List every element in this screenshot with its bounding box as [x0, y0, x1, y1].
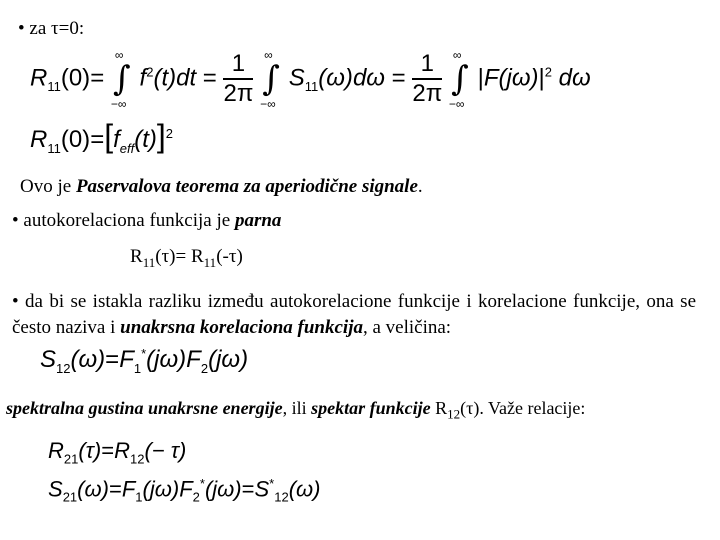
integral-symbol: ∞ ∫ −∞ [448, 47, 469, 111]
parseval-statement: Ovo je Paservalova teorema za aperiodične signale. [20, 176, 423, 197]
equation-effective-value: $R_{11}(0)=[f_{eff}(t)]^2$ [30, 118, 174, 156]
spectral-density-line: spektralna gustina unakrsne energije, ili spektar funkcije $R_{12}(\tau)$. Važe relacije: [6, 398, 586, 422]
equation-s21-relation: $S_{21}(\omega)=F_1(j\omega)F_2^*(j\omega)=S^*_{12}(\omega)$ [48, 476, 321, 505]
bullet-cross-correlation: • da bi se istakla razliku između autokorelacione funkcije i korelacione funkcije, ona se često naziva i unakrsna korelaciona funkcija, a veličina: [12, 291, 696, 338]
equation-r21-relation: $R_{21}(\tau)=R_{12}(- \tau)$ [48, 438, 187, 467]
fraction-one-over-two-pi: $\frac{1}{2\pi}$ [223, 50, 254, 107]
relation-r11-even: $R_{11}(\tau)= R_{11}(-\tau)$ [130, 246, 243, 270]
condition-line: • za τ=0: [18, 18, 85, 39]
integral-symbol: ∞ ∫ −∞ [110, 47, 131, 111]
bullet-even-function: • autokorelaciona funkcija je parna [12, 210, 282, 231]
equation-cross-spectrum: $S_{12}(\omega)=F_1^*(j\omega)F_2(j\omega)$ [40, 346, 249, 376]
equation-parseval-integral: $R_{11}(0)=$ ∞ ∫ −∞ $f^2(t)dt$ = $\frac{1}{2\pi}$ ∞ ∫ −∞ $S_{11}(\omega)d\omega$ = $\frac{1}{2\pi}$ ∞ ∫ −∞ $|F(j\omega)|^2$ dω [30, 47, 591, 111]
fraction-one-over-two-pi: $\frac{1}{2\pi}$ [412, 50, 443, 107]
integral-symbol: ∞ ∫ −∞ [260, 47, 280, 111]
